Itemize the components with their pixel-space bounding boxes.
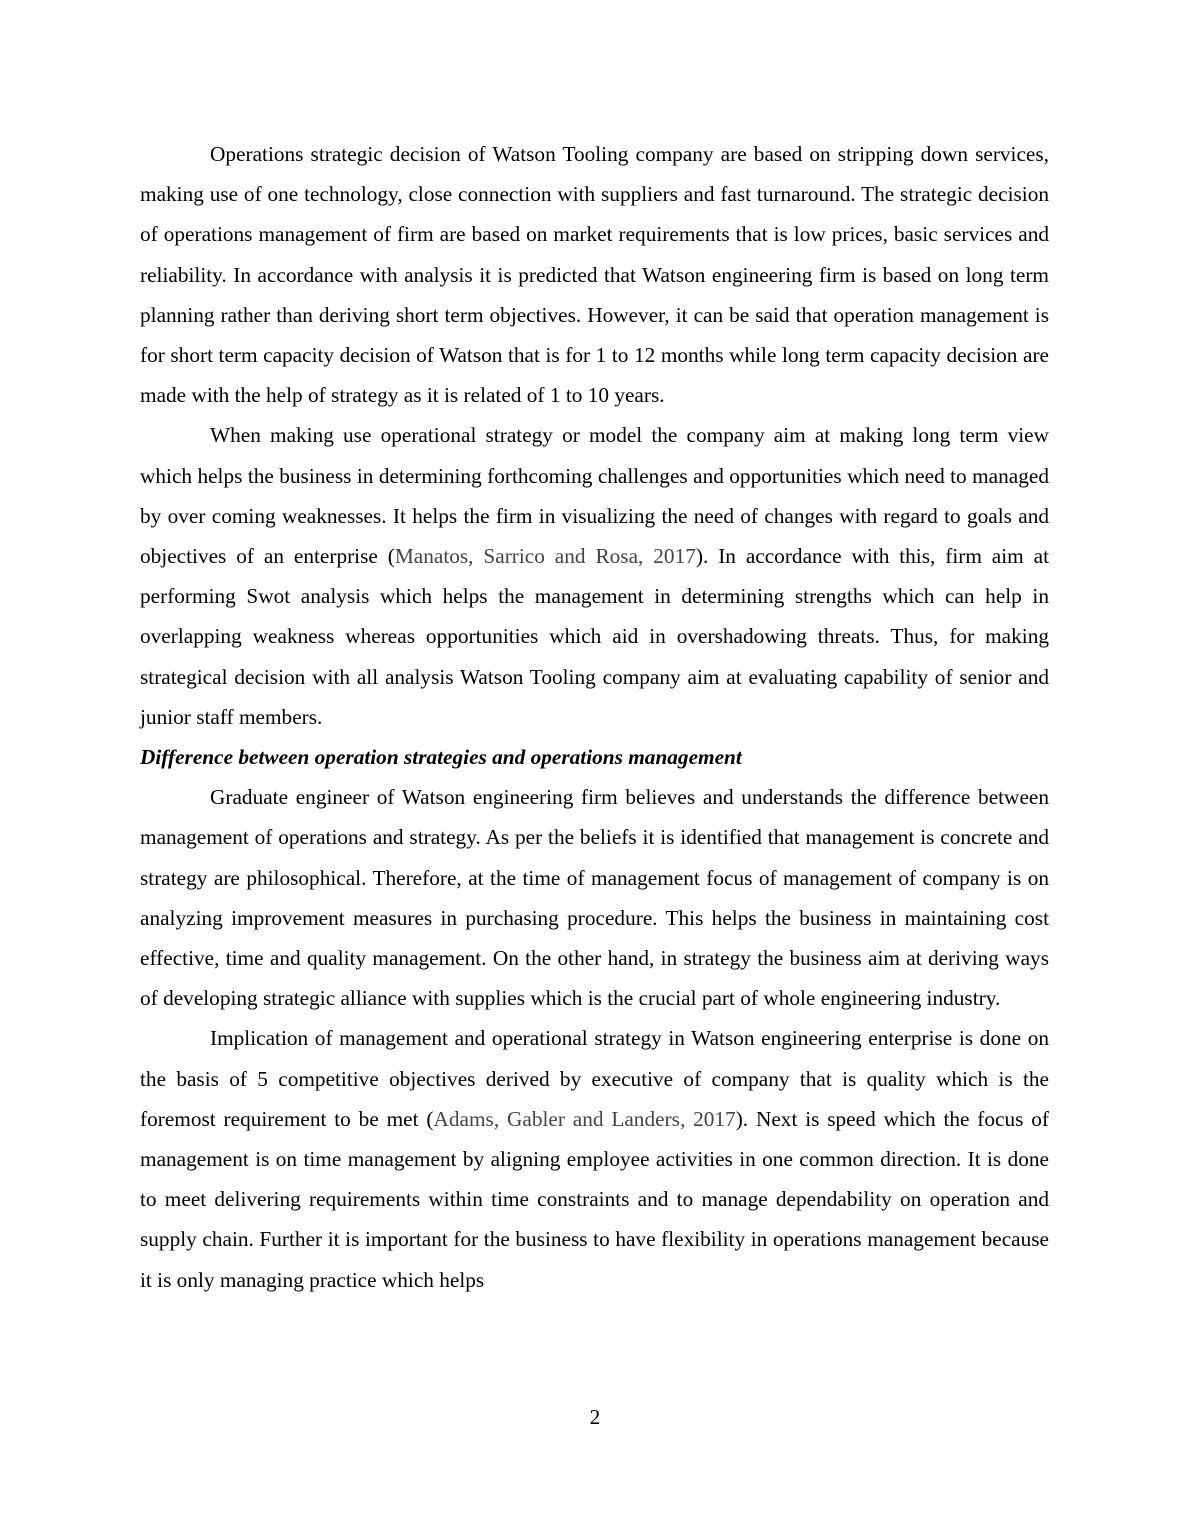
document-page xyxy=(140,134,1049,1300)
citation: Manatos, Sarrico and Rosa, 2017 xyxy=(394,544,696,569)
paragraph-text: When making use operational strategy or model the company aim at making long term view which helps the business in determining forthcoming challenges and opportunities which need to managed by over coming weaknesses. It helps the firm in visualizing the need of changes with regard to goals and objectives of an enterprise ( xyxy=(140,423,1049,569)
paragraph-graduate-engineer: Graduate engineer of Watson engineering firm believes and understands the difference between management of operations and strategy. As per the beliefs it is identified that management is concrete and strategy are philosophical. Therefore, at the time of management focus of management of company is on analyzing improvement measures in purchasing procedure. This helps the business in maintaining cost effective, time and quality management. On the other hand, in strategy the business aim at deriving ways of developing strategic alliance with supplies which is the crucial part of whole engineering industry. xyxy=(140,785,1049,1011)
paragraph-operational-strategy xyxy=(140,415,1049,737)
paragraph-text: ). Next is speed which the focus of management is on time management by aligning employee activities in one common direction. It is done to meet delivering requirements within time constraints and to manage dependability on operation and supply chain. Further it is important for the business to have flexibility in operations management because it is only managing practice which helps xyxy=(140,1106,1050,1292)
page-number: 2 xyxy=(589,1405,601,1429)
citation: Adams, Gabler and Landers, 2017 xyxy=(433,1106,736,1131)
paragraph-implication xyxy=(140,1018,1049,1299)
section-heading: Difference between operation strategies and operations management xyxy=(140,745,742,770)
paragraph-text: Implication of management and operational strategy in Watson engineering enterprise is done on the basis of 5 competitive objectives derived by executive of company that is quality which is the foremost requirement to be met ( xyxy=(140,1026,1049,1131)
paragraph-operations-decision: Operations strategic decision of Watson Tooling company are based on stripping down services, making use of one technology, close connection with suppliers and fast turnaround. The strategic decision of operations management of firm are based on market requirements that is low prices, basic services and reliability. In accordance with analysis it is predicted that Watson engineering firm is based on long term planning rather than deriving short term objectives. However, it can be said that operation management is for short term capacity decision of Watson that is for 1 to 12 months while long term capacity decision are made with the help of strategy as it is related of 1 to 10 years. xyxy=(140,142,1049,408)
paragraph-text: ). In accordance with this, firm aim at performing Swot analysis which helps the management in determining strengths which can help in overlapping weakness whereas opportunities which aid in overshadowing threats. Thus, for making strategical decision with all analysis Watson Tooling company aim at evaluating capability of senior and junior staff members. xyxy=(140,544,1049,729)
